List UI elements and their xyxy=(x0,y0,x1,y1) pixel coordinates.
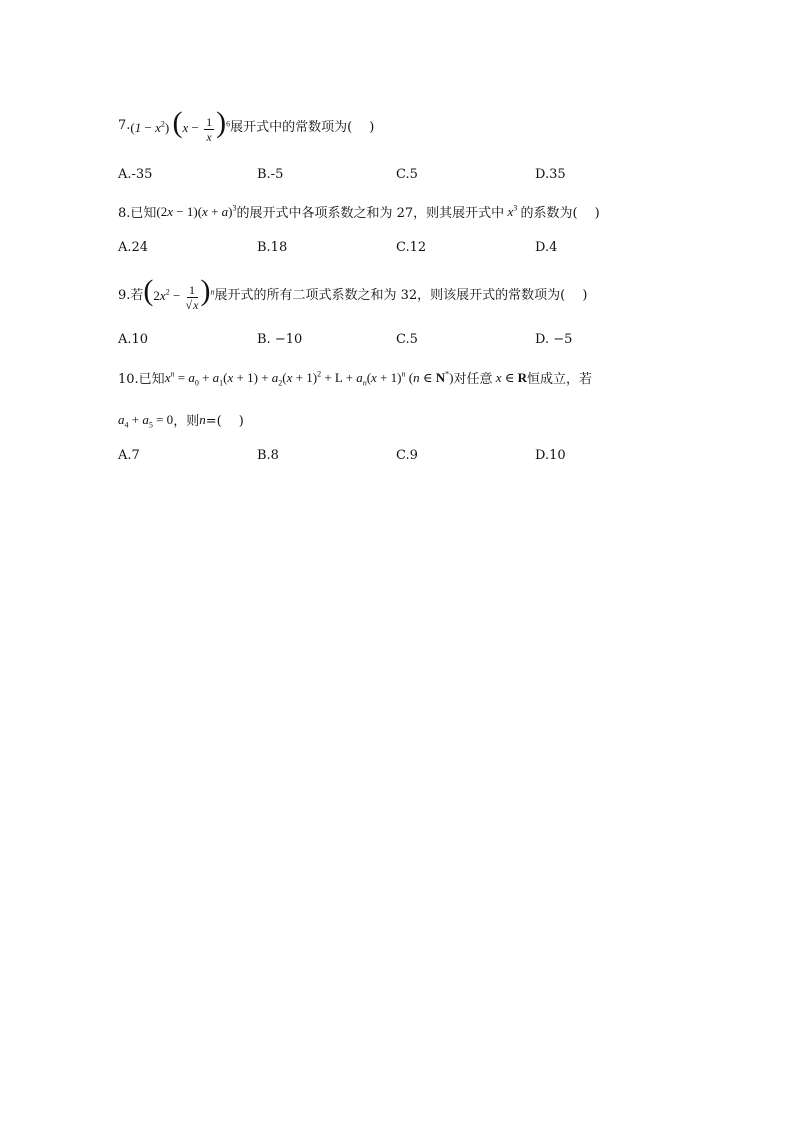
option-a[interactable]: A.-35 xyxy=(118,167,153,182)
question-8-text: 的展开式中各项系数之和为 27，则其展开式中 xyxy=(236,206,505,221)
question-10-options xyxy=(118,448,678,463)
question-8-tail: 的系数为( ) xyxy=(520,206,600,221)
question-7-formula: $(1 - x^2)$ (x − $\frac{1}{x}$ )$^6$ xyxy=(130,106,231,144)
question-10-formula: $x^n = a_0 + a_1(x + 1) + a_2(x + 1)^2 + L + a_n(x + 1)^n$ (n ∈ N*) xyxy=(164,369,454,388)
option-b[interactable]: B. −10 xyxy=(257,332,303,347)
option-d[interactable]: D.4 xyxy=(535,240,558,255)
option-c[interactable]: C.5 xyxy=(396,332,418,347)
option-a[interactable]: A.10 xyxy=(118,332,149,347)
question-8-formula: $(2x - 1)(x + a)^3$ xyxy=(156,203,237,219)
option-d[interactable]: D.10 xyxy=(535,448,566,463)
question-7-number: 7. xyxy=(118,118,131,134)
question-10 xyxy=(118,368,592,387)
question-8-number: 8.已知 xyxy=(118,206,157,221)
question-10-variable: n xyxy=(199,411,206,427)
option-d[interactable]: D. −5 xyxy=(535,332,573,347)
question-10-line2-tail: =( ) xyxy=(205,414,244,429)
question-8 xyxy=(118,202,600,221)
question-7-options xyxy=(118,167,678,182)
question-9-number: 9.若 xyxy=(118,288,144,304)
question-9-options xyxy=(118,332,678,347)
option-c[interactable]: C.9 xyxy=(396,448,418,463)
option-c[interactable]: C.5 xyxy=(396,167,418,182)
question-9-text: 展开式的所有二项式系数之和为 32，则该展开式的常数项为( ) xyxy=(214,288,588,304)
question-7-text: 展开式中的常数项为( ) xyxy=(230,120,375,136)
question-10-line2 xyxy=(118,410,244,429)
question-10-tail: 恒成立，若 xyxy=(527,372,593,387)
option-b[interactable]: B.-5 xyxy=(257,167,284,182)
question-10-equation: $a_4 + a_5 = 0$ xyxy=(118,411,174,430)
option-a[interactable]: A.7 xyxy=(118,448,140,463)
question-8-term: $x^3$ xyxy=(504,203,518,219)
question-7 xyxy=(118,108,374,144)
question-10-text: 对任意 xyxy=(453,372,493,387)
question-10-condition: x ∈ R xyxy=(492,369,528,385)
option-d[interactable]: D.35 xyxy=(535,167,566,182)
question-9 xyxy=(118,276,587,312)
question-9-formula: ($2x^2$ − $\frac{1}{√x}$ )$^n$ xyxy=(143,274,215,312)
option-b[interactable]: B.18 xyxy=(257,240,288,255)
question-10-line2-text: ，则 xyxy=(173,414,200,429)
question-8-options xyxy=(118,240,678,255)
question-10-number: 10.已知 xyxy=(118,372,165,387)
option-a[interactable]: A.24 xyxy=(118,240,149,255)
option-c[interactable]: C.12 xyxy=(396,240,427,255)
option-b[interactable]: B.8 xyxy=(257,448,279,463)
